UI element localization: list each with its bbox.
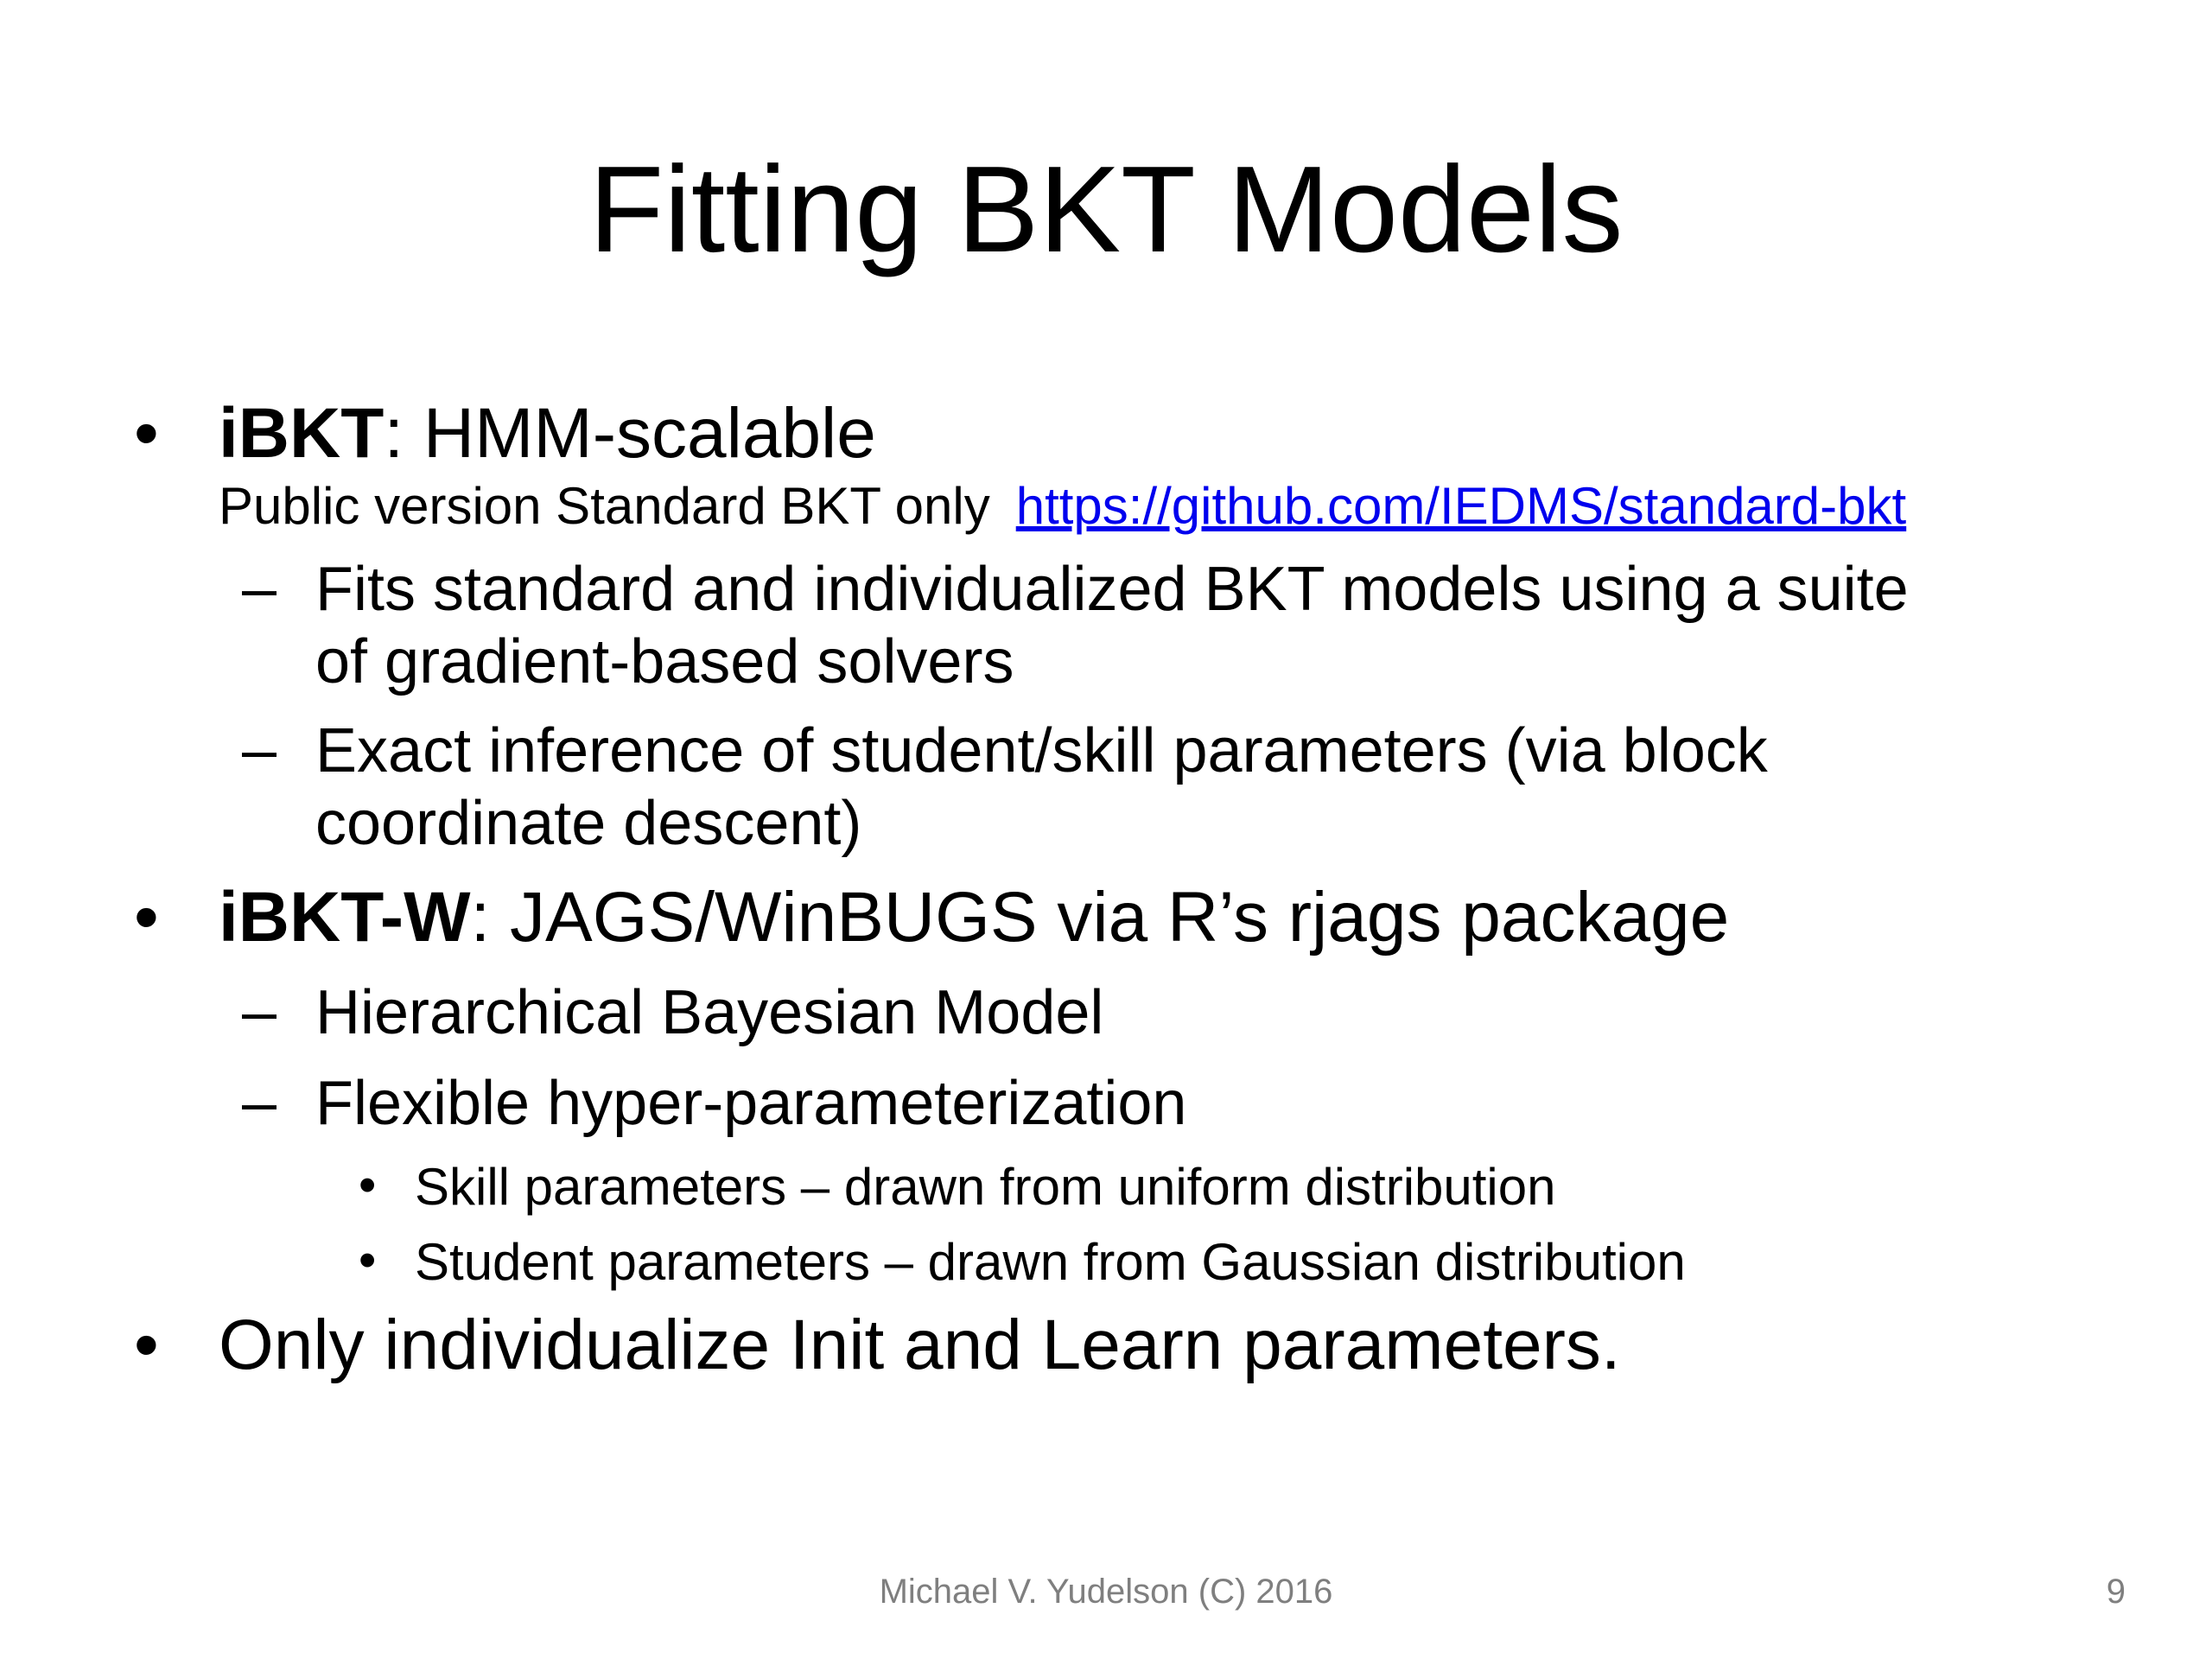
- sub-item-fits-standard: [315, 553, 1909, 698]
- subsub-item-student: [415, 1231, 1686, 1294]
- slide-title: Fitting BKT Models: [588, 141, 1624, 278]
- small-bullet-marker: •: [359, 1232, 377, 1288]
- bullet-ibkt: [219, 393, 876, 474]
- public-version-text: Public version Standard BKT only: [219, 477, 990, 535]
- subsub-item-text: Student parameters – drawn from Gaussian distribution: [415, 1233, 1686, 1291]
- dash-marker: –: [242, 1068, 277, 1137]
- sub-item-line: coordinate descent): [315, 789, 862, 859]
- subsub-item-text: Skill parameters – drawn from uniform distribution: [415, 1158, 1556, 1216]
- bullet-only-individualize-text: Only individualize Init and Learn parameters.: [219, 1306, 1621, 1384]
- bullet-marker: •: [134, 394, 159, 473]
- sub-item-flexible: [315, 1067, 1186, 1140]
- bullet-ibkt-w-name: iBKT-W: [219, 878, 471, 957]
- sub-item-line: Exact inference of student/skill parameters (via block: [315, 716, 1768, 785]
- footer-author: Michael V. Yudelson (C) 2016: [879, 1573, 1333, 1611]
- sub-item-line: of gradient-based solvers: [315, 627, 1014, 697]
- bullet-ibkt-w: [219, 877, 1729, 958]
- bullet-ibkt-text: : HMM-scalable: [384, 394, 876, 473]
- bullet-ibkt-name: iBKT: [219, 394, 385, 473]
- bullet-marker: •: [134, 878, 159, 957]
- sub-item-exact-inference: [315, 715, 1768, 860]
- sub-item-line: Flexible hyper-parameterization: [315, 1069, 1187, 1138]
- dash-marker: –: [242, 977, 277, 1046]
- dash-marker: –: [242, 554, 277, 623]
- github-link[interactable]: https://github.com/IEDMS/standard-bkt: [1015, 477, 1907, 535]
- bullet-ibkt-w-text: : JAGS/WinBUGS via R’s rjags package: [470, 878, 1730, 957]
- page-number: 9: [2106, 1573, 2126, 1611]
- dash-marker: –: [242, 715, 277, 785]
- sub-item-hierarchical: [315, 976, 1103, 1049]
- sub-item-line: Fits standard and individualized BKT models using a suite: [315, 555, 1909, 624]
- bullet-only-individualize: [219, 1305, 1621, 1386]
- subsub-item-skill: [415, 1156, 1556, 1218]
- bullet-marker: •: [134, 1306, 159, 1384]
- sub-item-line: Hierarchical Bayesian Model: [315, 978, 1104, 1047]
- small-bullet-marker: •: [359, 1157, 377, 1213]
- public-version-note: [219, 475, 1906, 537]
